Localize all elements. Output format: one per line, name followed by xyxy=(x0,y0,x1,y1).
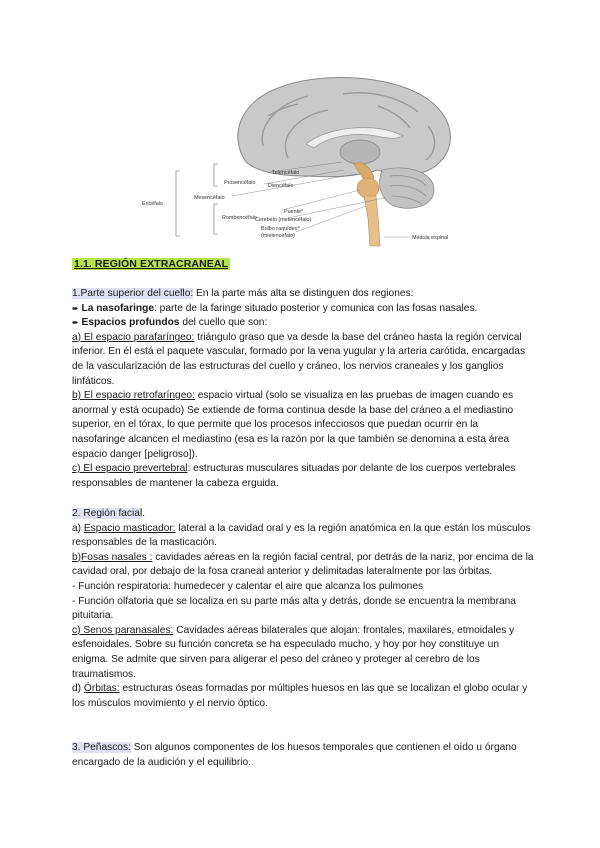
label-encefalo: Encéfalo xyxy=(142,201,163,207)
s1-item-b xyxy=(72,389,534,462)
s2-title-end: . xyxy=(142,508,146,519)
s2-item-a xyxy=(72,522,534,551)
s2-item-d xyxy=(72,682,534,711)
label-rombencefalo: Rombencéfalo xyxy=(222,215,257,221)
label-medula: Médula espinal xyxy=(412,235,449,241)
s2-item-b xyxy=(72,551,534,580)
s2-c-text: Cavidades aéreas bilaterales que alojan: frontales, maxilares, etmoidales y esfenoidales. Sobre su función concreta se ha especulado mucho, y hoy por hoy constituye un enigma. Se admite que sirven para aligerar el peso del cráneo y proteger al cerebro de los traumatismos. xyxy=(72,624,515,680)
label-mesencefalo: Mesencéfalo xyxy=(194,195,225,201)
label-puente: Puente* xyxy=(284,209,304,215)
arrow-icon: ➨ xyxy=(72,318,79,328)
label-diencefalo: Diencéfalo xyxy=(268,183,294,189)
s2-d-prefix: d) xyxy=(72,683,84,695)
s1-c-label: c) El espacio prevertebral xyxy=(72,463,188,475)
s2-b-label: b)Fosas nasales : xyxy=(72,551,153,563)
label-telencefalo: Telencéfalo xyxy=(272,170,300,176)
section-3 xyxy=(72,741,534,770)
brain-illustration xyxy=(128,66,473,251)
s2-b-text: cavidades aéreas en la región facial central, por detrás de la nariz, por encima de la cavidad oral, por debajo de la fosa craneal anterior y delimitadas lateralmente por las órbitas. xyxy=(72,551,534,578)
s1-item-c xyxy=(72,462,534,491)
s2-title: 2. Región facial xyxy=(72,508,143,519)
s3-text: Son algunos componentes de los huesos temporales que contienen el oído u órgano encargado de la audición y el equilibrio. xyxy=(72,742,517,768)
s2-funcion-respiratoria: - Función respiratoria: humedecer y calentar el aire que alcanza los pulmones xyxy=(72,580,424,592)
s1-b-text: espacio virtual (solo se visualiza en las pruebas de imagen cuando es anormal y está ocupado) Se extiende de forma continua desde la base del cráneo a el mediastino superior, en el tórax, lo que permite que los procesos infecciosos que puedan ocurrir en la nasofaringe alcancen el mediastino (esa es la razón por la que también se denomina a esta área espacio danger [peligroso]). xyxy=(72,390,514,460)
s2-title-line xyxy=(72,507,534,522)
s2-funcion-olfatoria: - Función olfatoria que se localiza en su parte más alta y detrás, donde se encuentra la membrana pituitaria. xyxy=(72,595,516,622)
s1-intro-text: En la parte más alta se distinguen dos regiones: xyxy=(193,288,414,299)
s1-a-text: triángulo graso que va desde la base del cráneo hasta la región cervical inferior. En él está el paquete vascular, formado por la vena yugular y la arteria carótida, encargadas de la vascularización de las estructuras del cuello y cráneo, los nervios craneales y los ganglios linfáticos. xyxy=(72,331,526,387)
s1-b1-label: La nasofaringe xyxy=(81,302,155,314)
s2-d-text: estructuras óseas formadas por múltiples huesos en las que se localizan el globo ocular y los músculos movimiento y el nervio óptico. xyxy=(72,683,528,709)
section-2 xyxy=(72,507,534,711)
s1-c-text: : estructuras musculares situadas por delante de los cuerpos vertebrales responsables de mantener la cabeza erguida. xyxy=(72,463,516,489)
s2-c-label: c) Senos paranasales: xyxy=(72,624,174,636)
s3-paragraph xyxy=(72,741,534,770)
section-1 xyxy=(72,287,534,491)
s1-b-label: b) El espacio retrofaríngeo: xyxy=(72,390,195,402)
label-mielencefalo: (mielencéfalo) xyxy=(261,233,295,239)
s2-a-prefix: a) xyxy=(72,522,84,534)
s1-bullet-nasofaringe xyxy=(72,302,534,317)
s1-b2-label: Espacios profundos xyxy=(81,317,180,329)
s1-intro xyxy=(72,287,534,302)
s1-a-label: a) El espacio parafaríngeo: xyxy=(72,331,195,343)
s2-d-label: Órbitas: xyxy=(83,683,120,695)
s1-bullet-espacios xyxy=(72,316,534,331)
brain-sagittal-figure xyxy=(128,66,473,251)
s2-a-label: Espacio masticador: xyxy=(83,522,176,534)
s1-item-a xyxy=(72,331,534,389)
label-prosencefalo: Prosencéfalo xyxy=(224,180,256,186)
s2-item-c xyxy=(72,624,534,682)
s1-b2-text: del cuello que son: xyxy=(179,317,268,329)
label-cerebelo: Cerebelo (metencéfalo) xyxy=(255,217,312,223)
s1-b1-text: : parte de la faringe situado posterior y comunica con las fosas nasales. xyxy=(154,302,478,314)
s3-title: 3. Peñascos: xyxy=(72,742,131,753)
s1-title: 1.Parte superior del cuello: xyxy=(72,288,194,299)
s2-a-text: lateral a la cavidad oral y es la región anatómica en la que están los músculos responsables de la masticación. xyxy=(72,522,531,549)
section-heading: 1.1. REGIÓN EXTRACRANEAL xyxy=(74,258,229,270)
arrow-icon: ➨ xyxy=(72,303,79,313)
label-bulbo: Bulbo raquídeo* xyxy=(261,226,300,232)
